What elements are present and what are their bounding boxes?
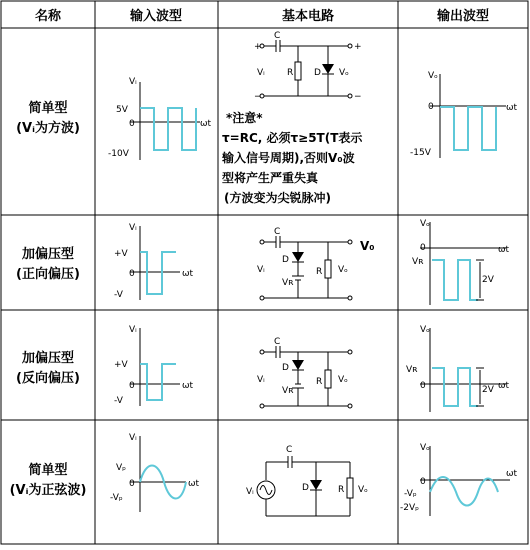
vr-label: Vʀ	[412, 257, 424, 267]
d-label: D	[282, 363, 289, 373]
vi-label: Vᵢ	[246, 487, 254, 497]
vi-label: Vᵢ	[129, 325, 137, 335]
zero-label: 0	[129, 479, 135, 489]
square-wave	[432, 368, 478, 406]
row4-output-waveform	[400, 443, 518, 516]
row2-output-waveform	[412, 219, 510, 305]
diode-icon	[292, 360, 304, 370]
d-label: D	[282, 255, 289, 265]
row1-input-waveform	[108, 77, 212, 160]
note-line3: 型将产生严重失真	[222, 171, 319, 185]
vi-label: Vᵢ	[129, 223, 137, 233]
row3-input-waveform	[114, 325, 194, 406]
row3-subname: (反向偏压)	[16, 371, 80, 386]
vo-label: Vₒ	[338, 375, 348, 385]
terminal	[348, 94, 352, 98]
square-wave	[140, 108, 196, 150]
row2-input-waveform	[114, 223, 194, 300]
wt-label: ωt	[182, 381, 194, 391]
vr-label: Vʀ	[282, 386, 294, 396]
minus-2vp-label: -2Vₚ	[400, 503, 419, 513]
header-input: 输入波型	[129, 9, 183, 24]
wt-label: ωt	[498, 245, 510, 255]
terminal	[260, 296, 264, 300]
c-label: C	[274, 31, 281, 41]
row2-subname: (正向偏压)	[16, 267, 80, 282]
plus-sign: +	[354, 42, 362, 52]
resistor	[325, 370, 331, 388]
row1-output-waveform	[410, 71, 518, 158]
row3-name: 加偏压型	[21, 351, 75, 366]
row4-circuit	[246, 445, 368, 516]
wt-label: ωt	[506, 103, 518, 113]
c-label: C	[274, 227, 281, 237]
zero-label: 0	[428, 102, 434, 112]
row2-name: 加偏压型	[21, 247, 75, 262]
row1-subname: (Vᵢ为方波)	[16, 121, 80, 136]
header-name: 名称	[34, 9, 62, 24]
two-v-label: 2V	[482, 275, 494, 285]
sine-symbol-icon	[260, 486, 272, 495]
square-wave	[140, 252, 176, 294]
row3-output-waveform	[406, 325, 510, 412]
vo-label: Vₒ	[420, 219, 430, 229]
row4-input-waveform	[110, 433, 200, 512]
vi-label: Vᵢ	[257, 375, 265, 385]
terminal	[348, 44, 352, 48]
vo-label: Vₒ	[420, 325, 430, 335]
minus-vp-label: -Vₚ	[110, 493, 123, 503]
row4-subname: (Vᵢ为正弦波)	[9, 483, 87, 498]
wt-label: ωt	[200, 119, 212, 129]
terminal	[348, 240, 352, 244]
zero-label: 0	[129, 381, 135, 391]
terminal	[348, 404, 352, 408]
wt-label: ωt	[498, 381, 510, 391]
vo-label: Vₒ	[358, 485, 368, 495]
square-wave	[140, 364, 176, 400]
d-label: D	[302, 483, 309, 493]
row2-circuit	[257, 227, 375, 300]
square-wave	[440, 107, 496, 150]
v0-label: V₀	[360, 239, 375, 253]
zero-label: 0	[420, 381, 426, 391]
header-circuit: 基本电路	[281, 9, 335, 24]
resistor	[347, 478, 353, 498]
r-label: R	[316, 377, 323, 387]
note-title: *注意*	[226, 111, 263, 125]
terminal	[348, 296, 352, 300]
wt-label: ωt	[182, 269, 194, 279]
two-v-label: 2V	[482, 385, 494, 395]
square-wave	[432, 260, 478, 300]
plus-sign: +	[254, 42, 262, 52]
vi-label: Vᵢ	[257, 68, 265, 78]
vp-label: Vₚ	[116, 463, 127, 473]
note-line1: τ=RC, 必须τ≥5T(T表示	[222, 131, 363, 145]
plus-v-label: +V	[114, 360, 128, 370]
minus15v-label: -15V	[410, 148, 431, 158]
zero-label: 0	[129, 269, 135, 279]
vr-label: Vʀ	[282, 278, 294, 288]
terminal	[348, 350, 352, 354]
minus-v-label: -V	[114, 290, 123, 300]
minus-sign: −	[254, 92, 262, 102]
zero-label: 0	[129, 119, 135, 129]
note-line2: 输入信号周期),否则V₀波	[222, 151, 355, 165]
plus-v-label: +V	[114, 249, 128, 259]
diode-icon	[322, 64, 334, 74]
resistor	[325, 260, 331, 278]
note-line4: (方波变为尖锐脉冲)	[224, 191, 331, 205]
plus5v-label: 5V	[116, 105, 128, 115]
r-label: R	[316, 267, 323, 277]
vi-label: Vᵢ	[129, 77, 137, 87]
diode-icon	[292, 252, 304, 262]
r-label: R	[338, 485, 345, 495]
terminal	[260, 350, 264, 354]
minus-vp-label: -Vₚ	[404, 489, 417, 499]
row1-circuit	[254, 31, 362, 102]
row3-circuit	[257, 337, 352, 408]
vr-label: Vʀ	[406, 365, 418, 375]
d-label: D	[314, 68, 321, 78]
output-sine-wave	[430, 477, 498, 506]
resistor	[295, 62, 301, 80]
vo-label: Vₒ	[338, 265, 348, 275]
vo-label: Vₒ	[428, 71, 438, 81]
zero-label: 0	[420, 477, 426, 487]
diode-icon	[310, 480, 322, 490]
terminal	[260, 404, 264, 408]
vo-label: Vₒ	[420, 443, 430, 453]
zero-label: 0	[420, 243, 426, 253]
r-label: R	[287, 68, 294, 78]
vi-label: Vᵢ	[129, 433, 137, 443]
minus-sign: −	[354, 92, 362, 102]
header-output: 输出波型	[436, 9, 490, 24]
minus10v-label: -10V	[108, 149, 129, 159]
row1-name: 简单型	[28, 101, 68, 116]
vo-label: Vₒ	[339, 68, 349, 78]
wt-label: ωt	[188, 479, 200, 489]
terminal	[260, 240, 264, 244]
row4-name: 简单型	[28, 463, 68, 478]
c-label: C	[274, 337, 281, 347]
minus-v-label: -V	[114, 396, 123, 406]
vi-label: Vᵢ	[257, 265, 265, 275]
wt-label: ωt	[506, 469, 518, 479]
c-label: C	[286, 445, 293, 455]
